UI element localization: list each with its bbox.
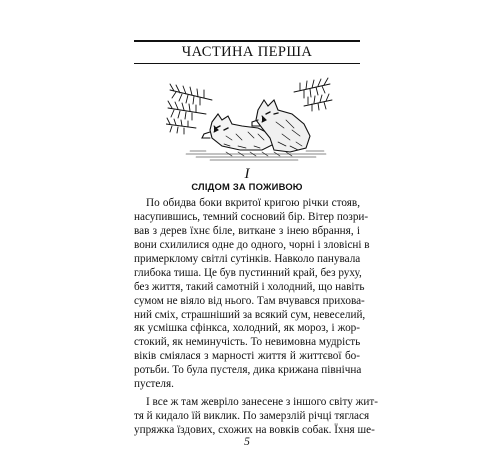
header-rule-top — [134, 40, 360, 42]
text-line: тя й кидало їй виклик. По замерзлій річці тяглася — [134, 410, 370, 423]
text-line: як усмішка сфінкса, холодний, як мороз, і жор- — [134, 322, 360, 335]
wolves-illustration — [166, 70, 334, 162]
chapter-title: СЛІДОМ ЗА ПОЖИВОЮ — [191, 181, 303, 192]
header-rule-bottom — [134, 63, 360, 64]
text-line: пустеля. — [134, 378, 174, 391]
page-number: 5 — [244, 436, 250, 448]
text-line: ний сміх, страшніший за всякий сум, невеселий, — [134, 308, 366, 321]
text-line: вав з дерев їхнє біле, виткане з інею вбрання, і — [134, 224, 360, 237]
text-line: насупившись, темний сосновий бір. Вітер позри- — [134, 210, 369, 223]
body-text — [134, 197, 378, 438]
text-line: віків сміялася з марності життя й життєвої бо- — [134, 350, 360, 363]
text-line: вони схилилися одне до одного, чорні і зловісні в — [134, 238, 370, 251]
text-line: сумом не віяло від нього. Там вчувався прихова- — [134, 294, 365, 307]
pine-branch-left — [166, 84, 212, 134]
chapter-number: I — [244, 166, 250, 182]
text-line: глибока тиша. Це був пустинний край, без руху, — [134, 266, 362, 279]
text-line: ротьби. То була пустеля, дика крижана північна — [134, 364, 362, 377]
text-line: примерклому світлі сутінків. Навколо панувала — [134, 252, 361, 265]
part-title: ЧАСТИНА ПЕРША — [181, 44, 313, 60]
text-line: І все ж там жевріло занесене з іншого світу жит- — [146, 396, 378, 409]
text-line: стокий, як неминучість. То невимовна мудрість — [134, 336, 361, 349]
text-line: без життя, такий самотній і холодний, що навіть — [134, 280, 365, 293]
ground-hatching — [186, 151, 326, 160]
pine-branch-right — [294, 78, 332, 111]
text-line: По обидва боки вкритої кригою річки стояв, — [146, 197, 360, 209]
text-line: упряжка їздових, схожих на вовків собак. Їхня ше- — [134, 424, 375, 436]
